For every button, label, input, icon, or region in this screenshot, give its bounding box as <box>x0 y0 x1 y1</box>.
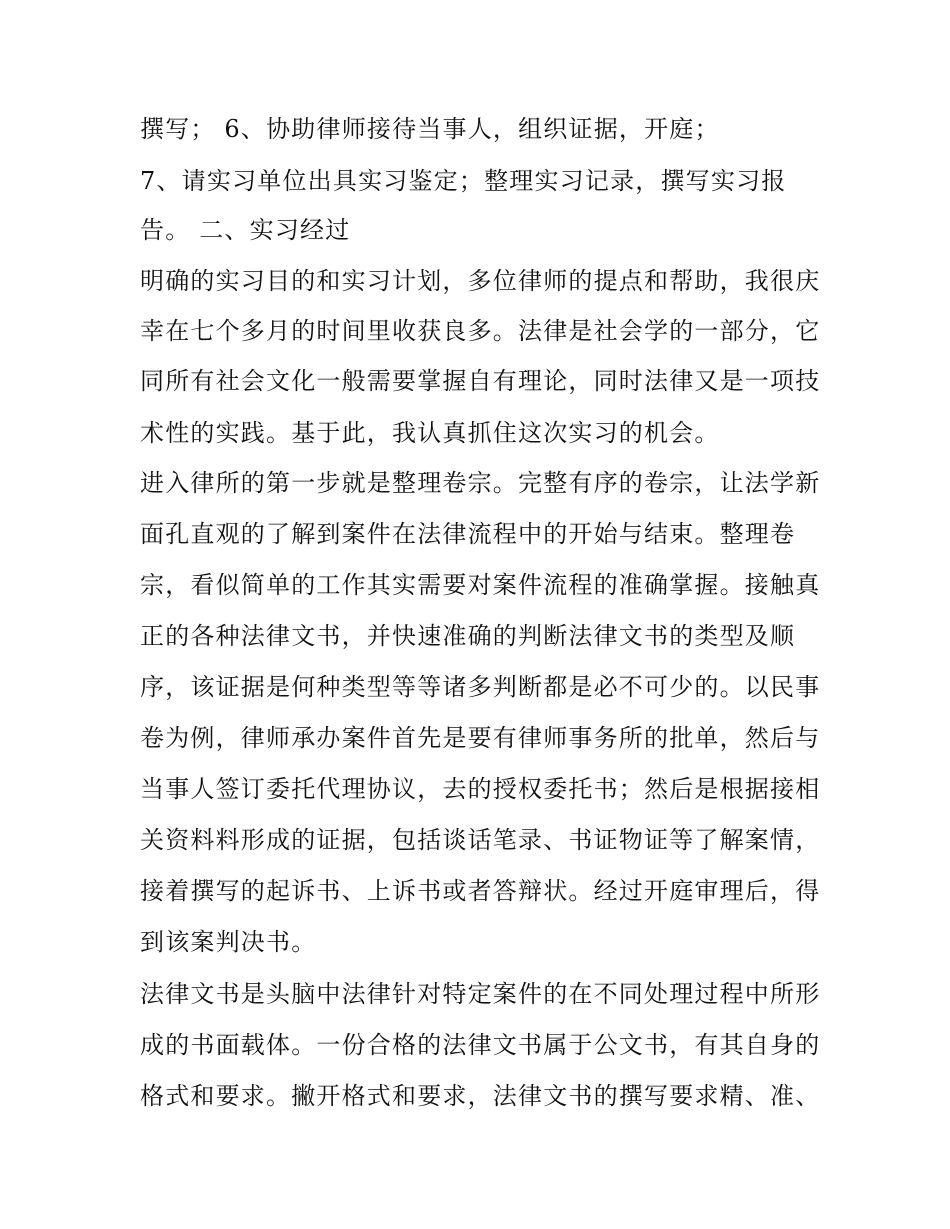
text-line: 当事人签订委托代理协议，去的授权委托书；然后是根据接相 <box>140 775 821 803</box>
text-line: 法律文书是头脑中法律针对特定案件的在不同处理过程中所形 <box>140 980 821 1008</box>
text-line: 术性的实践。基于此，我认真抓住这次实习的机会。 <box>140 419 720 447</box>
text-line: 到该案判决书。 <box>140 928 317 956</box>
text-line: 面孔直观的了解到案件在法律流程中的开始与结束。整理卷 <box>140 520 796 548</box>
text-line: 序，该证据是何种类型等等诸多判断都是必不可少的。以民事 <box>140 673 821 701</box>
text-line: 宗，看似简单的工作其实需要对案件流程的准确掌握。接触真 <box>140 571 821 599</box>
text-line: 成的书面载体。一份合格的法律文书属于公文书，有其自身的 <box>140 1031 821 1059</box>
text-line: 卷为例，律师承办案件首先是要有律师事务所的批单，然后与 <box>140 724 821 752</box>
text-line: 接着撰写的起诉书、上诉书或者答辩状。经过开庭审理后，得 <box>140 877 821 905</box>
text-line: 格式和要求。撇开格式和要求，法律文书的撰写要求精、准、 <box>140 1082 821 1110</box>
text-line: 正的各种法律文书，并快速准确的判断法律文书的类型及顺 <box>140 622 796 650</box>
text-line: 撰写； 6、协助律师接待当事人，组织证据，开庭； <box>140 115 720 143</box>
text-line: 同所有社会文化一般需要掌握自有理论，同时法律又是一项技 <box>140 367 821 395</box>
text-line: 进入律所的第一步就是整理卷宗。完整有序的卷宗，让法学新 <box>140 469 821 497</box>
section-heading-line: 告。 二、实习经过 <box>140 216 351 244</box>
text-line: 7、请实习单位出具实习鉴定；整理实习记录，撰写实习报 <box>140 167 787 195</box>
text-line: 幸在七个多月的时间里收获良多。法律是社会学的一部分，它 <box>140 317 821 345</box>
text-line: 明确的实习目的和实习计划，多位律师的提点和帮助，我很庆 <box>140 267 821 295</box>
text-line: 关资料料形成的证据，包括谈话笔录、书证物证等了解案情， <box>140 826 821 854</box>
